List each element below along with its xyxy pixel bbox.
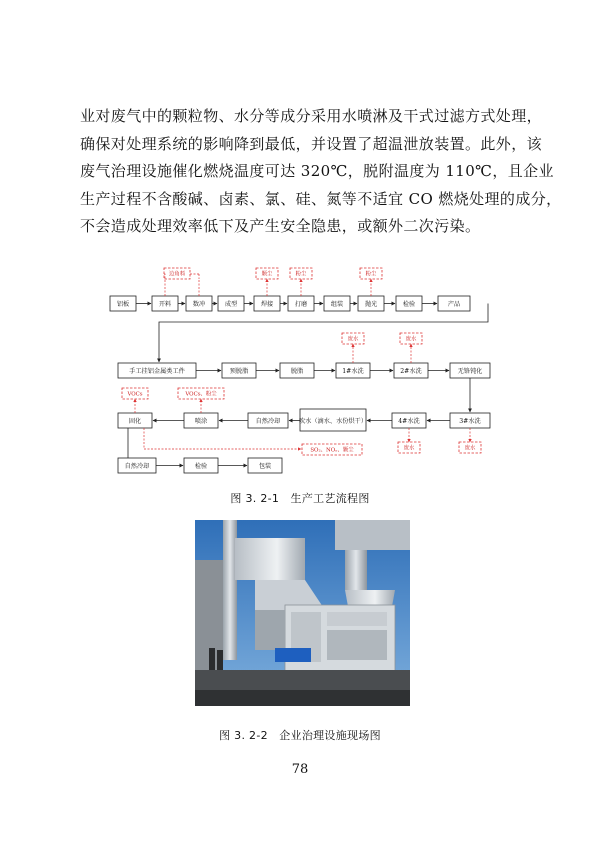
emission-tag xyxy=(398,442,420,453)
paragraph-line: 业对废气中的颗粒物、水分等成分采用水喷淋及干式过滤方式处理， xyxy=(80,107,543,125)
svg-text:1#水洗: 1#水洗 xyxy=(342,368,364,375)
svg-text:检验: 检验 xyxy=(402,301,416,308)
svg-text:自然冷却: 自然冷却 xyxy=(255,418,281,425)
figure-caption-flowchart: 图 3. 2-1 生产工艺流程图 xyxy=(230,492,370,505)
emission-tag xyxy=(360,268,382,279)
row1-step xyxy=(152,296,178,311)
svg-text:打磨: 打磨 xyxy=(294,301,308,308)
svg-text:成型: 成型 xyxy=(224,301,238,308)
row1-step xyxy=(396,296,422,311)
row1-step xyxy=(186,296,212,311)
process-flowchart xyxy=(104,262,504,484)
svg-text:2#水洗: 2#水洗 xyxy=(400,368,422,375)
svg-text:手工挂铝金属类工件: 手工挂铝金属类工件 xyxy=(129,368,185,375)
row3-step xyxy=(299,409,367,431)
svg-text:粉尘: 粉尘 xyxy=(295,271,307,278)
svg-text:数冲: 数冲 xyxy=(192,301,206,308)
svg-text:粉尘: 粉尘 xyxy=(365,271,377,278)
svg-text:预脱脂: 预脱脂 xyxy=(229,368,249,375)
svg-text:颗尘: 颗尘 xyxy=(261,271,273,278)
row1-step xyxy=(324,296,350,311)
emission-tag xyxy=(178,388,224,399)
svg-text:喷涂: 喷涂 xyxy=(194,418,208,425)
emission-tag xyxy=(164,268,190,279)
row3-step xyxy=(392,413,426,428)
row3-step xyxy=(450,413,490,428)
page-number: 78 xyxy=(291,762,309,777)
svg-text:VOCs、粉尘: VOCs、粉尘 xyxy=(185,391,217,398)
row4-step xyxy=(118,458,156,473)
emission-tag xyxy=(290,268,312,279)
emission-tag xyxy=(302,444,362,455)
site-photo xyxy=(195,520,410,706)
svg-text:废水: 废水 xyxy=(405,336,417,343)
row1-step xyxy=(288,296,314,311)
svg-text:检验: 检验 xyxy=(194,463,208,470)
row3-step xyxy=(118,413,152,428)
svg-text:VOCs: VOCs xyxy=(127,391,143,398)
svg-text:脱脂: 脱脂 xyxy=(290,368,304,375)
row1-step xyxy=(254,296,280,311)
svg-text:4#水洗: 4#水洗 xyxy=(398,418,420,425)
row4-step xyxy=(248,458,282,473)
svg-text:废水: 废水 xyxy=(347,336,359,343)
svg-text:焊接: 焊接 xyxy=(260,301,274,308)
emission-tag xyxy=(256,268,278,279)
paragraph-line: 生产过程不含酸碱、卤素、氯、硅、氮等不适宜 CO 燃烧处理的成分， xyxy=(80,189,562,208)
paragraph-line: 确保对处理系统的影响降到最低，并设置了超温泄放装置。此外，该 xyxy=(80,134,543,153)
row1-step xyxy=(110,296,136,311)
row4-step xyxy=(184,458,218,473)
row3-step xyxy=(184,413,218,428)
svg-text:自然冷却: 自然冷却 xyxy=(124,463,150,470)
row2-step xyxy=(118,363,196,378)
svg-text:固化: 固化 xyxy=(128,418,142,425)
row1-step xyxy=(358,296,384,311)
row2-step xyxy=(394,363,428,378)
emission-tag xyxy=(342,333,364,344)
svg-text:抛光: 抛光 xyxy=(364,301,378,308)
figure-caption-photo: 图 3. 2-2 企业治理设施现场图 xyxy=(219,729,381,742)
svg-text:废水: 废水 xyxy=(403,445,415,452)
svg-text:吹水（滴水、水份烘干）: 吹水（滴水、水份烘干） xyxy=(298,418,368,425)
row1-step xyxy=(218,296,244,311)
paragraph-line: 不会造成处理效率低下及产生安全隐患，或额外二次污染。 xyxy=(80,217,481,235)
row2-step xyxy=(280,363,314,378)
row2-step xyxy=(222,363,256,378)
svg-text:SO₂、NOₓ、颗尘: SO₂、NOₓ、颗尘 xyxy=(310,447,354,454)
svg-text:3#水洗: 3#水洗 xyxy=(459,418,481,425)
emission-tag xyxy=(400,333,422,344)
svg-text:边角料: 边角料 xyxy=(168,271,186,278)
svg-text:无铬钝化: 无铬钝化 xyxy=(457,368,483,375)
svg-text:产品: 产品 xyxy=(447,301,461,308)
emission-tag xyxy=(122,388,148,399)
row2-step xyxy=(336,363,370,378)
row1-step xyxy=(438,296,470,311)
body-paragraph xyxy=(80,103,562,241)
row2-step xyxy=(450,363,490,378)
svg-text:包装: 包装 xyxy=(258,463,272,470)
paragraph-line: 废气治理设施催化燃烧温度可达 320℃，脱附温度为 110℃，且企业 xyxy=(80,162,554,180)
svg-text:组装: 组装 xyxy=(330,301,344,308)
row3-step xyxy=(248,413,288,428)
svg-text:铝板: 铝板 xyxy=(116,301,130,308)
svg-text:废水: 废水 xyxy=(464,445,476,452)
svg-text:开料: 开料 xyxy=(158,301,172,308)
emission-tag xyxy=(459,442,481,453)
